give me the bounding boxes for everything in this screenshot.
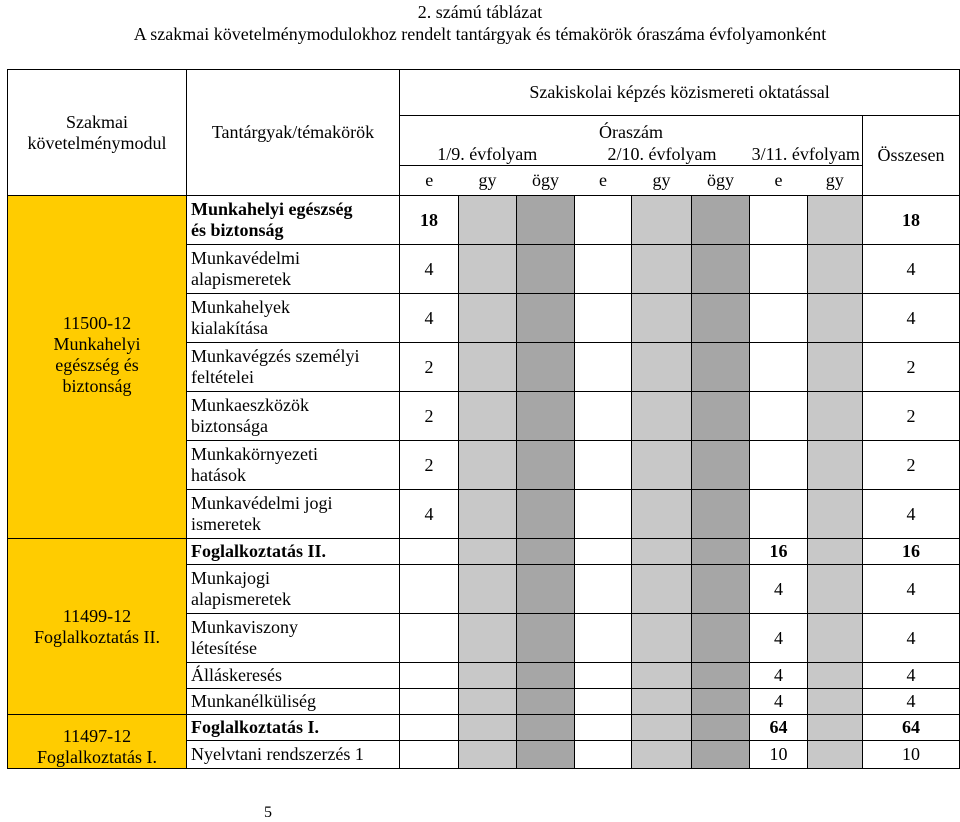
subject-cell [187,490,400,539]
value-e1 [400,663,459,689]
value-e3: 4 [750,663,808,689]
cell-gy1 [459,689,517,715]
module-code: 11500-12 [62,313,132,333]
subject-line: Munkavégzés személyi [191,346,360,366]
cell-gy3 [808,689,863,715]
subject-cell [187,294,400,343]
cell-gy1 [459,196,517,245]
subject-line: Munkanélküliség [191,691,316,711]
value-e3: 4 [750,689,808,715]
module-name: Foglalkoztatás I. [37,747,157,767]
cell-e2 [575,245,632,294]
module-name: Munkahelyi egészség és biztonság [53,334,141,396]
hours-table [7,69,960,769]
subject-cell [187,196,400,245]
header-sub-gy2: gy [652,170,671,190]
value-total: 4 [863,614,960,663]
cell-gy2 [632,565,692,614]
subject-line: Foglalkoztatás I. [191,717,319,737]
cell-gy3 [808,565,863,614]
value-e1: 2 [400,392,459,441]
page-number: 5 [264,804,272,821]
cell-ogy2 [692,343,750,392]
cell-gy3 [808,715,863,741]
value-total: 4 [863,663,960,689]
header-sub-ogy2: ögy [707,170,734,190]
cell-gy2 [632,343,692,392]
cell-gy3 [808,614,863,663]
cell-ogy2 [692,441,750,490]
subject-line: alapismeretek [191,589,291,609]
header-sub-gy1: gy [478,170,497,190]
cell-e2 [575,294,632,343]
cell-gy1 [459,343,517,392]
cell-ogy2 [692,663,750,689]
value-e3: 16 [750,539,808,565]
cell-gy3 [808,539,863,565]
header-total-label: Összesen [877,145,945,165]
module-name: Foglalkoztatás II. [34,626,160,647]
cell-gy2 [632,539,692,565]
cell-gy1 [459,392,517,441]
subject-line: Munkajogi [191,568,270,588]
header-grade-1-label: 1/9. évfolyam [437,143,538,164]
subject-cell [187,614,400,663]
value-e3 [750,490,808,539]
value-total: 2 [863,343,960,392]
value-e3: 10 [750,741,808,769]
cell-ogy2 [692,196,750,245]
cell-gy2 [632,245,692,294]
subject-line: ismeretek [191,514,261,534]
cell-gy2 [632,715,692,741]
cell-ogy2 [692,539,750,565]
header-sub-gy3: gy [808,166,863,196]
cell-ogy1 [517,245,575,294]
cell-gy1 [459,663,517,689]
subject-cell [187,441,400,490]
cell-gy1 [459,490,517,539]
value-e1 [400,614,459,663]
cell-gy2 [632,741,692,769]
value-e3 [750,294,808,343]
cell-gy1 [459,741,517,769]
cell-gy2 [632,614,692,663]
module-cell-11499 [8,539,187,715]
subject-cell [187,565,400,614]
subject-line: Foglalkoztatás II. [191,541,326,561]
subject-cell [187,343,400,392]
value-e3 [750,441,808,490]
header-sub-e3: e [774,170,783,190]
cell-gy3 [808,245,863,294]
subject-cell [187,663,400,689]
header-training-label: Szakiskolai képzés közismereti oktatással [529,82,830,102]
cell-e2 [575,490,632,539]
header-grade-2 [575,144,750,166]
header-grade-3 [750,144,863,166]
cell-e2 [575,392,632,441]
cell-gy2 [632,689,692,715]
cell-ogy1 [517,441,575,490]
cell-gy2 [632,392,692,441]
header-sub-e1: e [400,166,459,196]
subject-cell [187,539,400,565]
cell-gy3 [808,392,863,441]
header-subject-label: Tantárgyak/témakörök [211,122,375,142]
table-caption-title: A szakmai követelménymodulokhoz rendelt tantárgyak és témakörök óraszáma évfolyamonként [133,24,827,44]
value-e3: 64 [750,715,808,741]
cell-gy1 [459,441,517,490]
subject-cell [187,392,400,441]
value-total: 2 [863,392,960,441]
cell-ogy1 [517,392,575,441]
cell-gy1 [459,294,517,343]
subject-line: feltételei [191,367,254,387]
cell-ogy1 [517,741,575,769]
cell-gy3 [808,663,863,689]
module-cell-11500 [8,196,187,539]
module-code: 11499-12 [62,605,132,626]
subject-line: alapismeretek [191,269,291,289]
value-e1 [400,741,459,769]
value-e1: 2 [400,441,459,490]
subject-cell [187,245,400,294]
cell-gy1 [459,715,517,741]
value-e1: 4 [400,245,459,294]
cell-ogy1 [517,689,575,715]
subject-line: Munkavédelmi [191,248,300,268]
header-training [400,70,960,116]
cell-ogy2 [692,715,750,741]
cell-gy2 [632,441,692,490]
value-e1: 4 [400,490,459,539]
value-total: 18 [863,196,960,245]
cell-ogy1 [517,539,575,565]
cell-gy1 [459,614,517,663]
header-total [863,116,960,196]
header-module [8,70,187,196]
header-sub-ogy1: ögy [532,170,559,190]
header-grade-1 [400,144,575,166]
cell-ogy1 [517,663,575,689]
value-total: 4 [863,294,960,343]
module-code: 11497-12 [62,726,132,746]
cell-gy3 [808,294,863,343]
cell-ogy2 [692,614,750,663]
value-e1 [400,539,459,565]
value-e1: 2 [400,343,459,392]
value-e3 [750,196,808,245]
header-module-label: Szakmai követelménymodul [27,111,167,153]
value-total: 4 [863,689,960,715]
cell-gy1 [459,565,517,614]
value-total: 4 [863,565,960,614]
cell-e2 [575,565,632,614]
value-total: 4 [863,490,960,539]
cell-ogy2 [692,565,750,614]
subject-line: Munkahelyi egészség [191,199,353,219]
header-grade-3-label: 3/11. évfolyam [751,143,860,164]
cell-ogy1 [517,565,575,614]
cell-e2 [575,614,632,663]
table-caption-number: 2. számú táblázat [417,2,543,22]
subject-cell [187,741,400,769]
subject-line: Munkahelyek [191,297,290,317]
header-sub-e2: e [599,170,607,190]
value-e1: 18 [400,196,459,245]
cell-ogy1 [517,294,575,343]
subject-cell [187,715,400,741]
value-e3 [750,245,808,294]
cell-gy3 [808,741,863,769]
cell-e2 [575,741,632,769]
cell-ogy2 [692,392,750,441]
cell-gy2 [632,663,692,689]
cell-gy2 [632,196,692,245]
cell-ogy1 [517,614,575,663]
value-e1 [400,689,459,715]
cell-ogy1 [517,490,575,539]
cell-gy2 [632,490,692,539]
value-e3 [750,343,808,392]
subject-line: Nyelvtani rendszerzés 1 [191,744,364,764]
subject-line: létesítése [191,638,257,658]
subject-line: Munkakörnyezeti [191,444,318,464]
cell-gy3 [808,196,863,245]
header-subject [187,70,400,196]
value-total: 16 [863,539,960,565]
subject-line: kialakítása [191,318,268,338]
table-row [8,715,960,741]
subject-line: Munkaviszony [191,617,298,637]
cell-gy3 [808,441,863,490]
cell-e2 [575,539,632,565]
cell-gy2 [632,294,692,343]
cell-e2 [575,663,632,689]
cell-e2 [575,343,632,392]
cell-gy1 [459,245,517,294]
subject-line: Álláskeresés [191,665,282,685]
table-row [8,196,960,245]
subject-line: és biztonság [191,220,284,240]
cell-gy1 [459,539,517,565]
subject-line: Munkaeszközök [191,395,309,415]
header-row-1 [8,70,960,116]
value-e3: 4 [750,614,808,663]
header-grade-2-label: 2/10. évfolyam [607,143,717,164]
value-e1 [400,715,459,741]
value-e3: 4 [750,565,808,614]
value-total: 4 [863,245,960,294]
cell-ogy2 [692,490,750,539]
subject-cell [187,689,400,715]
value-total: 2 [863,441,960,490]
value-e1 [400,565,459,614]
cell-e2 [575,196,632,245]
module-cell-11497 [8,715,187,769]
subject-line: hatások [191,465,246,485]
header-hours-label: Óraszám [599,122,663,143]
value-e3 [750,392,808,441]
subject-line: biztonsága [191,416,268,436]
subject-line: Munkavédelmi jogi [191,493,333,513]
value-total: 10 [863,741,960,769]
cell-gy3 [808,490,863,539]
cell-gy3 [808,343,863,392]
cell-ogy1 [517,343,575,392]
cell-ogy2 [692,245,750,294]
value-total: 64 [863,715,960,741]
cell-e2 [575,715,632,741]
cell-e2 [575,689,632,715]
cell-ogy1 [517,715,575,741]
value-e1: 4 [400,294,459,343]
cell-ogy1 [517,196,575,245]
cell-ogy2 [692,689,750,715]
cell-ogy2 [692,741,750,769]
header-hours [400,116,863,144]
table-row [8,539,960,565]
cell-ogy2 [692,294,750,343]
cell-e2 [575,441,632,490]
